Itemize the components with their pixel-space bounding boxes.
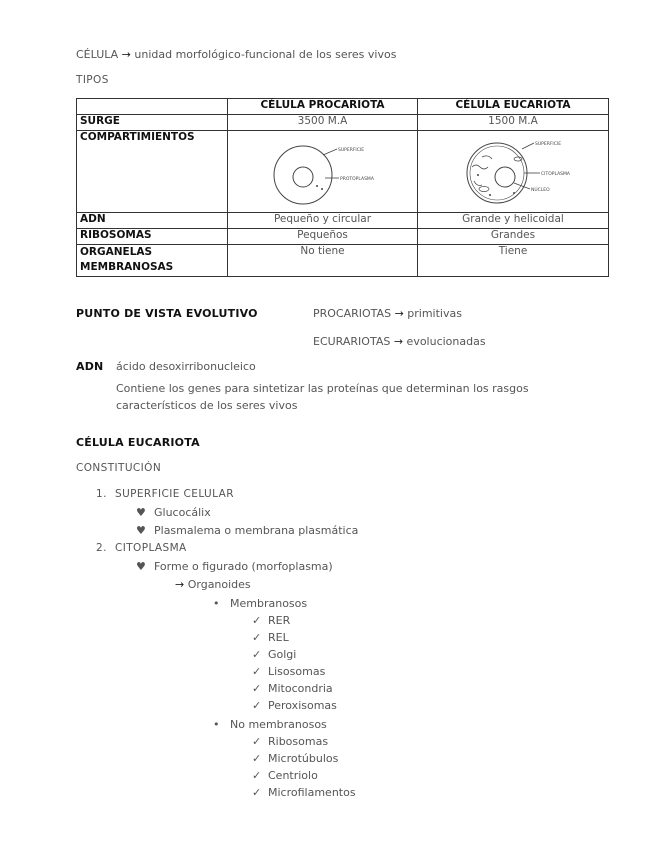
evolutivo-line-eucariotas	[313, 335, 486, 348]
list-item: Centriolo	[268, 769, 318, 782]
header-eucariota: CÉLULA EUCARIOTA	[418, 99, 609, 115]
check-icon: ✓	[252, 665, 262, 678]
label-superficie-pro: SUPERFICIE	[337, 148, 364, 153]
evolutivo-line-procariotas	[313, 307, 462, 320]
table-row	[77, 131, 609, 213]
list-item: Mitocondria	[268, 682, 333, 695]
list-item: RER	[268, 614, 291, 627]
list-item: Lisosomas	[268, 665, 326, 678]
list-item: Ribosomas	[268, 735, 329, 748]
table-row	[77, 229, 609, 245]
list-item: Microtúbulos	[268, 752, 339, 765]
comparison-table	[76, 98, 609, 277]
check-icon: ✓	[252, 752, 262, 765]
bullet-dot-icon: •	[213, 718, 220, 731]
check-icon: ✓	[252, 769, 262, 782]
list-item: Glucocálix	[154, 506, 211, 519]
heart-bullet-icon: ♥	[136, 560, 146, 573]
table-header-row	[77, 99, 609, 115]
check-icon: ✓	[252, 786, 262, 799]
membranosos-label: Membranosos	[230, 597, 308, 610]
check-icon: ✓	[252, 648, 262, 661]
constitucion-label: CONSTITUCIÓN	[76, 462, 162, 474]
adn-def: ácido desoxirribonucleico	[116, 360, 256, 373]
item1-superficie-celular: SUPERFICIE CELULAR	[115, 488, 234, 500]
list-item: Microfilamentos	[268, 786, 356, 799]
check-icon: ✓	[252, 631, 262, 644]
list-item: REL	[268, 631, 289, 644]
cell-eu-adn: Grande y helicoidal	[418, 213, 609, 229]
label-citoplasma-eu: CITOPLASMA	[541, 172, 570, 177]
arrow-icon: →	[121, 48, 131, 61]
eucariota-nucleus	[495, 167, 515, 187]
heart-bullet-icon: ♥	[136, 524, 146, 537]
no-membranosos-label: No membranosos	[230, 718, 327, 731]
eucariota-title: CÉLULA EUCARIOTA	[76, 436, 200, 449]
cell-pro-adn: Pequeño y circular	[228, 213, 418, 229]
item2-number: 2.	[96, 542, 107, 554]
cell-eu-diagram	[418, 131, 609, 213]
row-label-surge: SURGE	[77, 115, 228, 131]
list-item: Golgi	[268, 648, 297, 661]
arrow-icon: →	[175, 578, 185, 591]
check-icon: ✓	[252, 699, 262, 712]
cell-eu-surge: 1500 M.A	[418, 115, 609, 131]
header-procariota: CÉLULA PROCARIOTA	[228, 99, 418, 115]
bullet-dot-icon: •	[213, 597, 220, 610]
forme-figurado: Forme o figurado (morfoplasma)	[154, 560, 333, 573]
eucariotas-def: evolucionadas	[406, 335, 486, 348]
evolutivo-title: PUNTO DE VISTA EVOLUTIVO	[76, 307, 258, 320]
adn-desc-line2: característicos de los seres vivos	[116, 399, 298, 412]
table-row	[77, 213, 609, 229]
cell-pro-organelas: No tiene	[228, 245, 418, 277]
eucariota-outer-membrane	[467, 143, 527, 203]
celula-definition-text: unidad morfológico-funcional de los seres vivos	[134, 48, 397, 61]
arrow-icon: →	[394, 307, 404, 320]
row-label-adn: ADN	[77, 213, 228, 229]
celula-definition	[76, 48, 396, 61]
arrow-icon: →	[393, 335, 404, 348]
cell-pro-surge: 3500 M.A	[228, 115, 418, 131]
eucariotas-term: ECURARIOTAS	[313, 335, 391, 348]
heart-bullet-icon: ♥	[136, 506, 146, 519]
eucariota-cell-diagram	[422, 131, 604, 209]
procariota-cell-diagram	[233, 131, 413, 209]
row-label-compartimientos: COMPARTIMIENTOS	[77, 131, 228, 213]
celula-term: CÉLULA	[76, 48, 119, 61]
cell-pro-diagram	[228, 131, 418, 213]
list-item: Peroxisomas	[268, 699, 337, 712]
item1-number: 1.	[96, 488, 107, 500]
table-row	[77, 245, 609, 277]
label-protoplasma-pro: PROTOPLASMA	[339, 177, 374, 182]
list-item: Plasmalema o membrana plasmática	[154, 524, 359, 537]
cell-eu-organelas: Tiene	[418, 245, 609, 277]
check-icon: ✓	[252, 735, 262, 748]
cell-pro-ribosomas: Pequeños	[228, 229, 418, 245]
organoides-label: Organoides	[187, 578, 251, 591]
cell-eu-ribosomas: Grandes	[418, 229, 609, 245]
row-label-ribosomas: RIBOSOMAS	[77, 229, 228, 245]
label-superficie-eu: SUPERFICIE	[535, 142, 562, 147]
check-icon: ✓	[252, 682, 262, 695]
procariota-nucleoid	[293, 167, 313, 187]
adn-term: ADN	[76, 360, 104, 373]
table-row	[77, 115, 609, 131]
procariotas-term: PROCARIOTAS	[313, 307, 392, 320]
tipos-label: TIPOS	[76, 74, 109, 86]
table-header-empty	[77, 99, 228, 115]
procariotas-def: primitivas	[407, 307, 462, 320]
item2-citoplasma: CITOPLASMA	[115, 542, 187, 554]
label-nucleo-eu: NÚCLEO	[531, 188, 550, 193]
adn-desc-line1: Contiene los genes para sintetizar las proteínas que determinan los rasgos	[116, 382, 529, 395]
row-label-organelas: ORGANELAS MEMBRANOSAS	[77, 245, 228, 277]
organoides-line	[175, 578, 251, 591]
check-icon: ✓	[252, 614, 262, 627]
